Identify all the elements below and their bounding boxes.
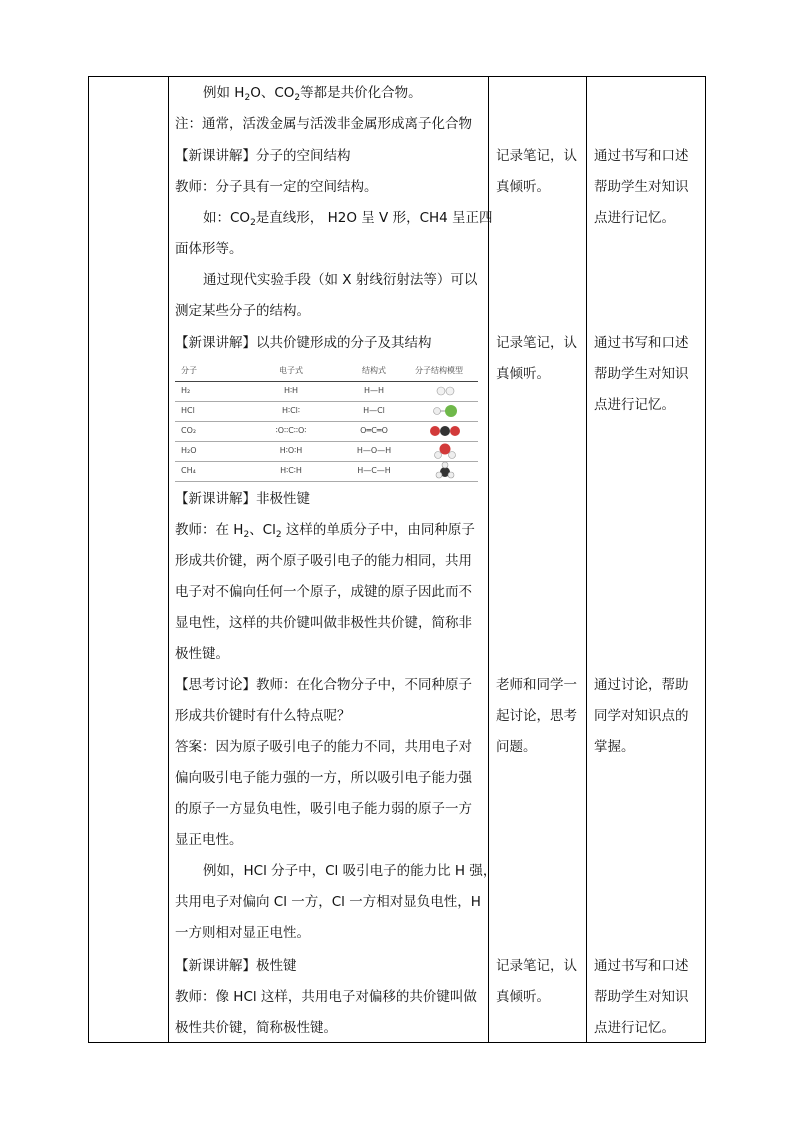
text-line: 起讨论，思考	[496, 708, 577, 724]
text-line: 教师：在 $H_2$、$Cl_2$ 这样的单质分子中，由同种原子	[175, 522, 475, 540]
h2o-model-icon	[415, 441, 477, 461]
ch4-model-icon	[415, 461, 477, 481]
text-line: 真倾听。	[496, 989, 550, 1005]
text-line: 教师：像 HCl 这样，共用电子对偏移的共价键叫做	[175, 989, 477, 1005]
text-line: 点进行记忆。	[594, 210, 675, 226]
text-line: 注：通常，活泼金属与活泼非金属形成离子化合物	[175, 116, 472, 132]
text-line: 真倾听。	[496, 179, 550, 195]
text-line: 面体形等。	[175, 241, 243, 257]
molecule-name: H₂	[181, 386, 191, 395]
electron-formula: H∶Cl∶	[282, 406, 300, 415]
molecule-row	[175, 461, 478, 482]
molecule-row	[175, 441, 478, 462]
electron-formula: ∶O∶∶C∶∶O∶	[275, 426, 307, 435]
section-heading: 【新课讲解】以共价键形成的分子及其结构	[175, 335, 432, 351]
text-line: 通过书写和口述	[594, 335, 689, 351]
text-line: 掌握。	[594, 739, 635, 755]
header-cell: 电子式	[279, 366, 303, 375]
text-line: 一方则相对显正电性。	[175, 925, 310, 941]
text-line: 记录笔记，认	[496, 958, 577, 974]
student-activity-column	[489, 77, 587, 1042]
header-cell: 分子	[181, 366, 197, 375]
text-line: 记录笔记，认	[496, 148, 577, 164]
molecule-name: H₂O	[181, 446, 197, 455]
molecule-row	[175, 421, 478, 442]
structural-formula: H—H	[363, 386, 385, 395]
text-line: 电子对不偏向任何一个原子，成键的原子因此而不	[175, 584, 472, 600]
section-heading: 【新课讲解】极性键	[175, 958, 297, 974]
text-line: 形成共价键时有什么特点呢？	[175, 708, 351, 724]
electron-formula: H∶C∶H	[280, 466, 302, 475]
text-line: 形成共价键，两个原子吸引电子的能力相同，共用	[175, 553, 472, 569]
text-line: 点进行记忆。	[594, 397, 675, 413]
text-line: 帮助学生对知识	[594, 179, 689, 195]
text-line: 共用电子对偏向 Cl 一方，Cl 一方相对显负电性，H	[175, 894, 481, 910]
text-line: 显电性，这样的共价键叫做非极性共价键，简称非	[175, 615, 472, 631]
text-line: 的原子一方显负电性，吸引电子能力弱的原子一方	[175, 801, 472, 817]
text-line: 通过讨论，帮助	[594, 677, 689, 693]
text-line: 通过现代实验手段（如 X 射线衍射法等）可以	[203, 272, 478, 288]
lesson-table	[88, 76, 706, 1043]
text-line: 同学对知识点的	[594, 708, 689, 724]
co2-model-icon	[415, 421, 477, 441]
text-line: 偏向吸引电子能力强的一方，所以吸引电子能力强	[175, 770, 472, 786]
structural-formula: H—C—H	[357, 466, 391, 475]
hcl-model-icon	[415, 401, 477, 421]
structural-formula: H—O—H	[356, 446, 392, 455]
section-heading: 【思考讨论】教师：在化合物分子中，不同种原子	[175, 677, 472, 693]
design-intent-column	[587, 77, 705, 1042]
text-line: 测定某些分子的结构。	[175, 303, 310, 319]
electron-formula: H∶O∶H	[279, 446, 303, 455]
molecule-name: HCl	[181, 406, 195, 415]
structural-formula: H—Cl	[363, 406, 385, 415]
text-line: 帮助学生对知识	[594, 366, 689, 382]
text-line: 例如，HCl 分子中，Cl 吸引电子的能力比 H 强，	[203, 863, 497, 879]
molecule-row	[175, 381, 478, 402]
text-line: 问题。	[496, 739, 537, 755]
molecule-table-header	[175, 361, 478, 382]
text-line: 答案：因为原子吸引电子的能力不同，共用电子对	[175, 739, 472, 755]
teacher-activity-column	[169, 77, 497, 1042]
text-line: 点进行记忆。	[594, 1020, 675, 1036]
text-line: 如：$CO_2$是直线形， H2O 呈 V 形，CH4 呈正四	[203, 210, 493, 228]
section-heading: 【新课讲解】分子的空间结构	[175, 148, 351, 164]
molecule-name: CO₂	[181, 426, 197, 435]
section-heading: 【新课讲解】非极性键	[175, 491, 310, 507]
electron-formula: H∶H	[283, 386, 299, 395]
header-cell: 结构式	[362, 366, 386, 375]
structural-formula: O═C═O	[360, 426, 388, 435]
text-line: 通过书写和口述	[594, 958, 689, 974]
header-cell: 分子结构模型	[415, 366, 463, 375]
molecule-row	[175, 401, 478, 422]
h2-model-icon	[415, 381, 477, 401]
text-line: 老师和同学一	[496, 677, 577, 693]
stage-column	[89, 77, 168, 1042]
text-line: 真倾听。	[496, 366, 550, 382]
molecule-structure-table	[175, 361, 478, 479]
text-line: 显正电性。	[175, 832, 243, 848]
text-line: 通过书写和口述	[594, 148, 689, 164]
text-line: 例如 $H_2O$、$CO_2$等都是共价化合物。	[203, 85, 422, 103]
text-line: 帮助学生对知识	[594, 989, 689, 1005]
text-line: 极性键。	[175, 646, 229, 662]
text-line: 教师：分子具有一定的空间结构。	[175, 179, 378, 195]
text-line: 极性共价键，简称极性键。	[175, 1020, 337, 1036]
text-line: 记录笔记，认	[496, 335, 577, 351]
molecule-name: CH₄	[181, 466, 196, 475]
